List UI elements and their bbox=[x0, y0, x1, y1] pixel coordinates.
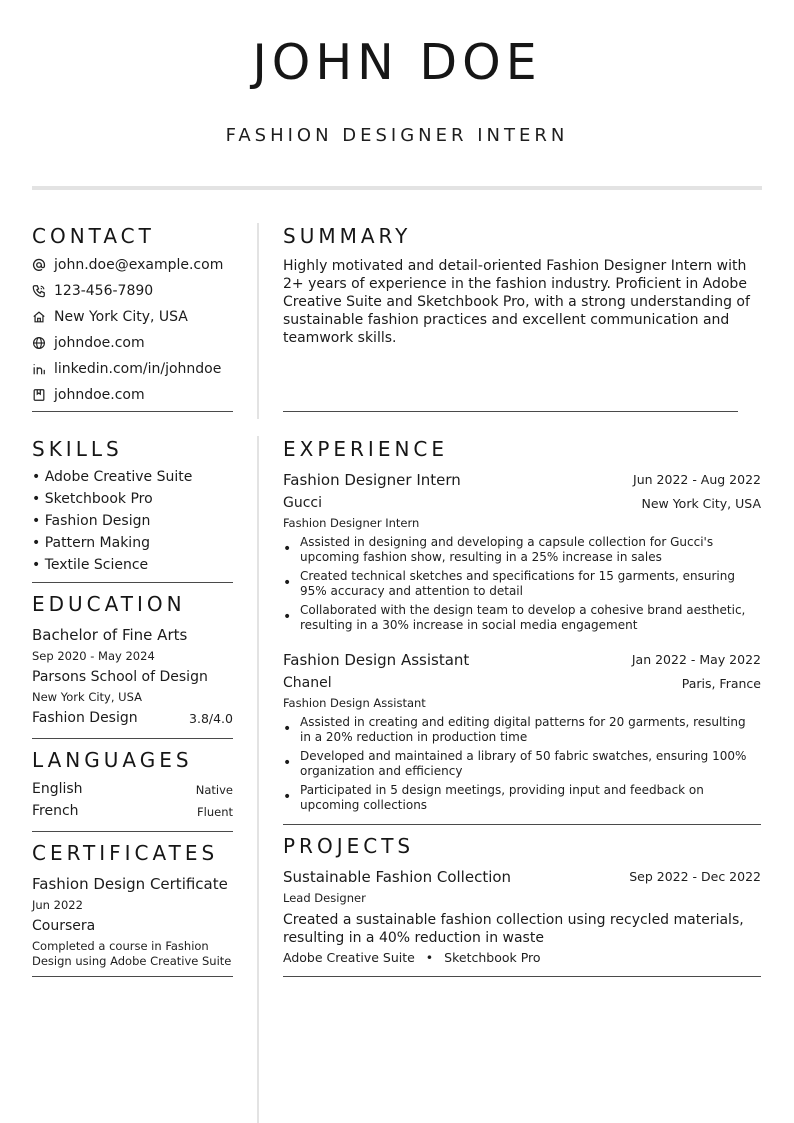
resume-title: FASHION DESIGNER INTERN bbox=[225, 125, 569, 146]
summary-heading: SUMMARY bbox=[283, 224, 412, 248]
job-bullet-text: Created technical sketches and specifications for 15 garments, ensuring 95% accuracy and attention to detail bbox=[300, 569, 735, 598]
skill-item-label: Fashion Design bbox=[44, 513, 151, 529]
job-dates: Jan 2022 - May 2022 bbox=[631, 652, 761, 667]
skill-item-label: Adobe Creative Suite bbox=[44, 469, 193, 485]
language-name: English bbox=[32, 781, 83, 797]
contact-website[interactable] bbox=[32, 333, 145, 353]
job-location: New York City, USA bbox=[641, 496, 761, 511]
job-bullet: • Developed and maintained a library of 50 fabric swatches, ensuring 100% organization and efficiency bbox=[283, 749, 753, 779]
contact-portfolio[interactable] bbox=[32, 385, 145, 405]
contact-linkedin[interactable] bbox=[32, 359, 221, 379]
certificate-description: Completed a course in Fashion Design using Adobe Creative Suite bbox=[32, 939, 232, 968]
column-divider-bottom bbox=[257, 436, 259, 1123]
experience-heading: EXPERIENCE bbox=[283, 437, 449, 461]
project-dates: Sep 2022 - Dec 2022 bbox=[629, 869, 761, 884]
project-tools bbox=[283, 950, 541, 965]
job-bullet: • Collaborated with the design team to develop a cohesive brand aesthetic, resulting in a 30% increase in social media engagement bbox=[283, 603, 753, 633]
skill-item bbox=[32, 535, 150, 551]
skill-item bbox=[32, 491, 153, 507]
home-icon bbox=[32, 310, 46, 324]
contact-phone-text: 123-456-7890 bbox=[54, 283, 154, 299]
education-heading: EDUCATION bbox=[32, 592, 186, 616]
skills-heading: SKILLS bbox=[32, 437, 123, 461]
experience-divider bbox=[283, 824, 761, 825]
project-role: Lead Designer bbox=[283, 891, 366, 905]
education-field: Fashion Design bbox=[32, 710, 138, 726]
job-company: Chanel bbox=[283, 675, 332, 691]
job-company: Gucci bbox=[283, 495, 323, 511]
skill-item-label: Sketchbook Pro bbox=[44, 491, 153, 507]
phone-icon bbox=[32, 284, 46, 298]
job-bullet-text: Assisted in designing and developing a capsule collection for Gucci's upcoming fashion show, resulting in a 25% increase in sales bbox=[300, 535, 714, 564]
certificate-name: Fashion Design Certificate bbox=[32, 875, 228, 893]
resume-name: JOHN DOE bbox=[252, 34, 542, 91]
certificates-divider bbox=[32, 976, 233, 977]
contact-portfolio-text: johndoe.com bbox=[54, 387, 145, 403]
job-bullet-text: Assisted in creating and editing digital patterns for 20 garments, resulting in a 20% reduction in production time bbox=[300, 715, 746, 744]
project-tool: Adobe Creative Suite bbox=[283, 950, 415, 965]
education-divider bbox=[32, 738, 233, 739]
education-location: New York City, USA bbox=[32, 690, 142, 704]
job-role: Fashion Design Assistant bbox=[283, 696, 426, 710]
portfolio-icon bbox=[32, 388, 46, 402]
projects-heading: PROJECTS bbox=[283, 834, 415, 858]
certificate-date: Jun 2022 bbox=[32, 898, 83, 912]
project-description: Created a sustainable fashion collection using recycled materials, resulting in a 40% reduction in waste bbox=[283, 912, 744, 946]
job-bullet-text: Collaborated with the design team to develop a cohesive brand aesthetic, resulting in a 30% increase in social media engagement bbox=[300, 603, 746, 632]
contact-location bbox=[32, 307, 188, 327]
job-role: Fashion Designer Intern bbox=[283, 516, 420, 530]
contact-divider bbox=[32, 411, 233, 412]
job-title: Fashion Designer Intern bbox=[283, 471, 461, 489]
contact-website-text: johndoe.com bbox=[54, 335, 145, 351]
contact-heading: CONTACT bbox=[32, 224, 155, 248]
languages-divider bbox=[32, 831, 233, 832]
job-bullet: • Assisted in creating and editing digital patterns for 20 garments, resulting in a 20% reduction in production time bbox=[283, 715, 753, 745]
languages-heading: LANGUAGES bbox=[32, 748, 193, 772]
skill-item bbox=[32, 469, 192, 485]
job-dates: Jun 2022 - Aug 2022 bbox=[633, 472, 761, 487]
skill-bullet: • bbox=[32, 491, 41, 507]
certificate-issuer: Coursera bbox=[32, 918, 96, 934]
job-bullet-text: Participated in 5 design meetings, providing input and feedback on upcoming collections bbox=[300, 783, 704, 812]
at-icon bbox=[32, 258, 46, 272]
skill-item-label: Pattern Making bbox=[44, 535, 150, 551]
job-bullet-text: Developed and maintained a library of 50 fabric swatches, ensuring 100% organization and efficiency bbox=[300, 749, 747, 778]
language-level: Native bbox=[195, 783, 233, 797]
skill-bullet: • bbox=[32, 513, 41, 529]
education-degree: Bachelor of Fine Arts bbox=[32, 626, 188, 644]
skill-bullet: • bbox=[32, 557, 41, 573]
job-bullet: • Participated in 5 design meetings, providing input and feedback on upcoming collections bbox=[283, 783, 753, 813]
skill-item bbox=[32, 557, 148, 573]
contact-phone[interactable] bbox=[32, 281, 153, 301]
header-divider bbox=[32, 186, 762, 190]
project-tool: Sketchbook Pro bbox=[444, 950, 541, 965]
education-dates: Sep 2020 - May 2024 bbox=[32, 649, 155, 663]
skill-item bbox=[32, 513, 150, 529]
education-gpa: 3.8/4.0 bbox=[189, 711, 233, 726]
projects-divider bbox=[283, 976, 761, 977]
skills-divider bbox=[32, 582, 233, 583]
project-tool-separator: • bbox=[425, 950, 434, 965]
contact-location-text: New York City, USA bbox=[54, 309, 188, 325]
certificates-heading: CERTIFICATES bbox=[32, 841, 219, 865]
skill-item-label: Textile Science bbox=[44, 557, 149, 573]
job-bullet: • Created technical sketches and specifications for 15 garments, ensuring 95% accuracy and attention to detail bbox=[283, 569, 753, 599]
contact-email-text: john.doe@example.com bbox=[54, 257, 224, 273]
globe-icon bbox=[32, 336, 46, 350]
skill-bullet: • bbox=[32, 535, 41, 551]
language-name: French bbox=[32, 803, 79, 819]
skill-bullet: • bbox=[32, 469, 41, 485]
job-location: Paris, France bbox=[681, 676, 761, 691]
contact-linkedin-text: linkedin.com/in/johndoe bbox=[54, 361, 222, 377]
job-bullet: • Assisted in designing and developing a capsule collection for Gucci's upcoming fashion show, resulting in a 25% increase in sales bbox=[283, 535, 753, 565]
summary-divider bbox=[283, 411, 738, 412]
linkedin-icon bbox=[32, 362, 46, 376]
column-divider-top bbox=[257, 223, 259, 419]
education-school: Parsons School of Design bbox=[32, 669, 208, 685]
project-name: Sustainable Fashion Collection bbox=[283, 868, 512, 886]
summary-text: Highly motivated and detail-oriented Fashion Designer Intern with 2+ years of experience in the fashion industry. Proficient in Adobe Creative Suite and Sketchbook Pro, with a strong understanding of sustainable fashion practices and excellent communication and teamwork skills. bbox=[283, 258, 750, 346]
language-level: Fluent bbox=[197, 805, 233, 819]
job-title: Fashion Design Assistant bbox=[283, 651, 470, 669]
contact-email[interactable] bbox=[32, 255, 223, 275]
